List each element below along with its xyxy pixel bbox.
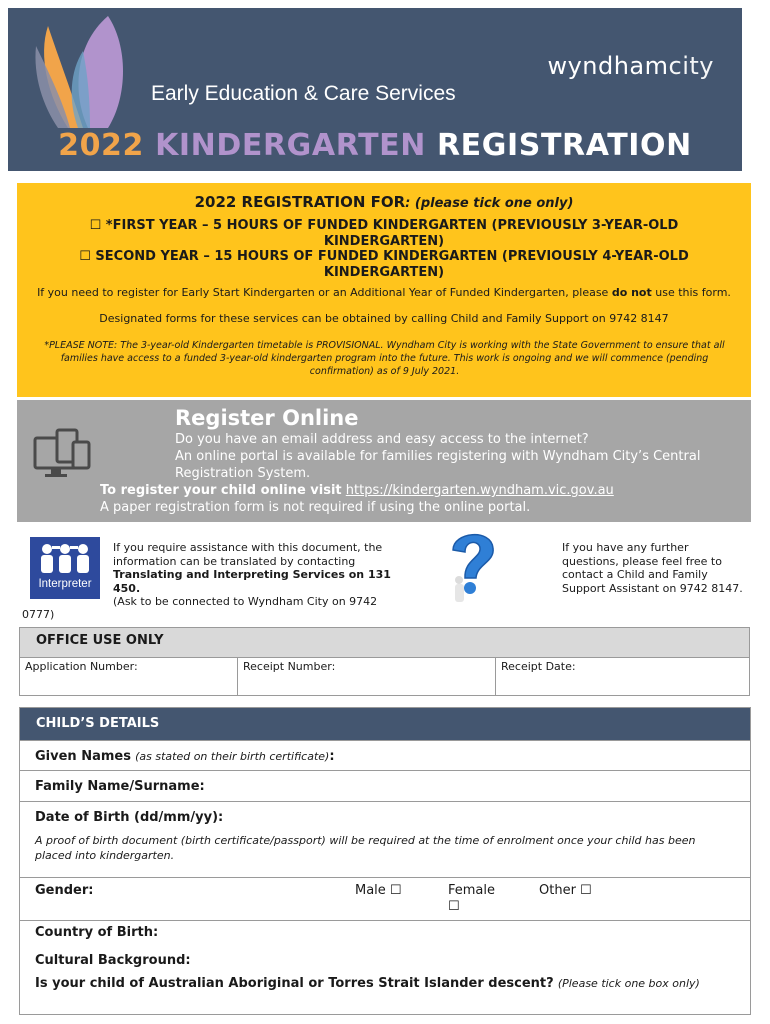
family-name-field[interactable]: Family Name/Surname: bbox=[20, 770, 750, 801]
office-use-section bbox=[19, 627, 750, 696]
given-names-field[interactable]: Given Names (as stated on their birth certificate): bbox=[20, 740, 750, 770]
leaf-logo-graphic bbox=[28, 16, 158, 128]
cultural-background-field[interactable]: Cultural Background: bbox=[35, 953, 191, 968]
child-details-heading: CHILD’S DETAILS bbox=[20, 708, 750, 740]
register-online-line: Do you have an email address and easy access to the internet? bbox=[175, 432, 589, 447]
gender-female-label: Female bbox=[448, 883, 496, 898]
further-questions-text: If you have any further questions, please feel free to contact a Child and Family Support Assistant on 9742 8147. bbox=[562, 541, 743, 595]
gender-female-checkbox[interactable]: ☐ bbox=[448, 899, 460, 914]
registration-for-heading: 2022 REGISTRATION FOR: (please tick one only) bbox=[194, 193, 574, 211]
gender-male-checkbox[interactable]: Male ☐ bbox=[355, 883, 402, 898]
country-of-birth-field[interactable]: Country of Birth: bbox=[20, 920, 750, 951]
register-online-line: An online portal is available for families registering with Wyndham City’s Central bbox=[175, 449, 701, 464]
wyndham-city-logo[interactable]: wyndhamcity bbox=[547, 52, 714, 80]
register-online-visit: To register your child online visit https://kindergarten.wyndham.vic.gov.au bbox=[100, 483, 614, 498]
register-online-title: Register Online bbox=[175, 406, 359, 430]
child-details-section bbox=[19, 707, 751, 1015]
devices-icon bbox=[33, 428, 91, 480]
receipt-date-field[interactable]: Receipt Date: bbox=[501, 660, 576, 673]
page-title: 2022 KINDERGARTEN REGISTRATION bbox=[58, 128, 692, 163]
translation-assistance-text: If you require assistance with this document, the information can be translated by contacting Translating and Interpreting Services on 131 450. (Ask to be connected to Wyndham City on 9742 bbox=[113, 541, 391, 609]
receipt-number-field[interactable]: Receipt Number: bbox=[238, 658, 496, 696]
header-banner bbox=[8, 8, 742, 171]
gender-row: Gender: Male ☐ Female ☐ Other ☐ bbox=[20, 877, 750, 920]
date-of-birth-field[interactable]: Date of Birth (dd/mm/yy): A proof of birth document (birth certificate/passport) will be required at the time of enrolment once your child has been placed into kindergarten. bbox=[20, 801, 750, 877]
translation-phone-tail: 0777) bbox=[22, 608, 55, 621]
banner-subtitle: Early Education & Care Services bbox=[151, 82, 456, 105]
second-year-checkbox[interactable]: ☐ SECOND YEAR – 15 HOURS OF FUNDED KINDERGARTEN (PREVIOUSLY 4-YEAR-OLD KINDERGARTEN) bbox=[79, 249, 689, 280]
designated-forms-note: Designated forms for these services can be obtained by calling Child and Family Support on 9742 8147 bbox=[99, 312, 669, 325]
early-start-note: If you need to register for Early Start Kindergarten or an Additional Year of Funded Kindergarten, please do not use this form. bbox=[37, 286, 731, 299]
register-online-panel bbox=[17, 400, 751, 522]
office-use-heading: OFFICE USE ONLY bbox=[20, 628, 749, 658]
proof-of-birth-note: A proof of birth document (birth certificate/passport) will be required at the time of enrolment once your child has been placed into kindergarten. bbox=[35, 834, 696, 862]
question-mark-icon bbox=[443, 528, 501, 606]
gender-other-checkbox[interactable]: Other ☐ bbox=[539, 883, 592, 898]
registration-type-box bbox=[17, 183, 751, 397]
interpreter-icon: Interpreter bbox=[30, 537, 100, 599]
interpreter-figures-icon bbox=[35, 542, 95, 574]
first-year-checkbox[interactable]: ☐ *FIRST YEAR – 5 HOURS OF FUNDED KINDERGARTEN (PREVIOUSLY 3-YEAR-OLD KINDERGARTEN) bbox=[89, 218, 679, 249]
paper-form-note: A paper registration form is not required if using the online portal. bbox=[100, 500, 531, 515]
application-number-field[interactable]: Application Number: bbox=[20, 658, 238, 696]
portal-link[interactable]: https://kindergarten.wyndham.vic.gov.au bbox=[345, 483, 614, 498]
provisional-note: *PLEASE NOTE: The 3-year-old Kindergarten timetable is PROVISIONAL. Wyndham City is working with the State Government to ensure that all families have access to a funded 3-year-old kindergarten program into the future. This work is ongoing and we will commence (pending confirmation) as of 9 July 2021. bbox=[44, 340, 725, 377]
register-online-line: Registration System. bbox=[175, 466, 311, 481]
aboriginal-descent-question: Is your child of Australian Aboriginal or Torres Strait Islander descent? (Please tick one box only) bbox=[35, 976, 700, 991]
